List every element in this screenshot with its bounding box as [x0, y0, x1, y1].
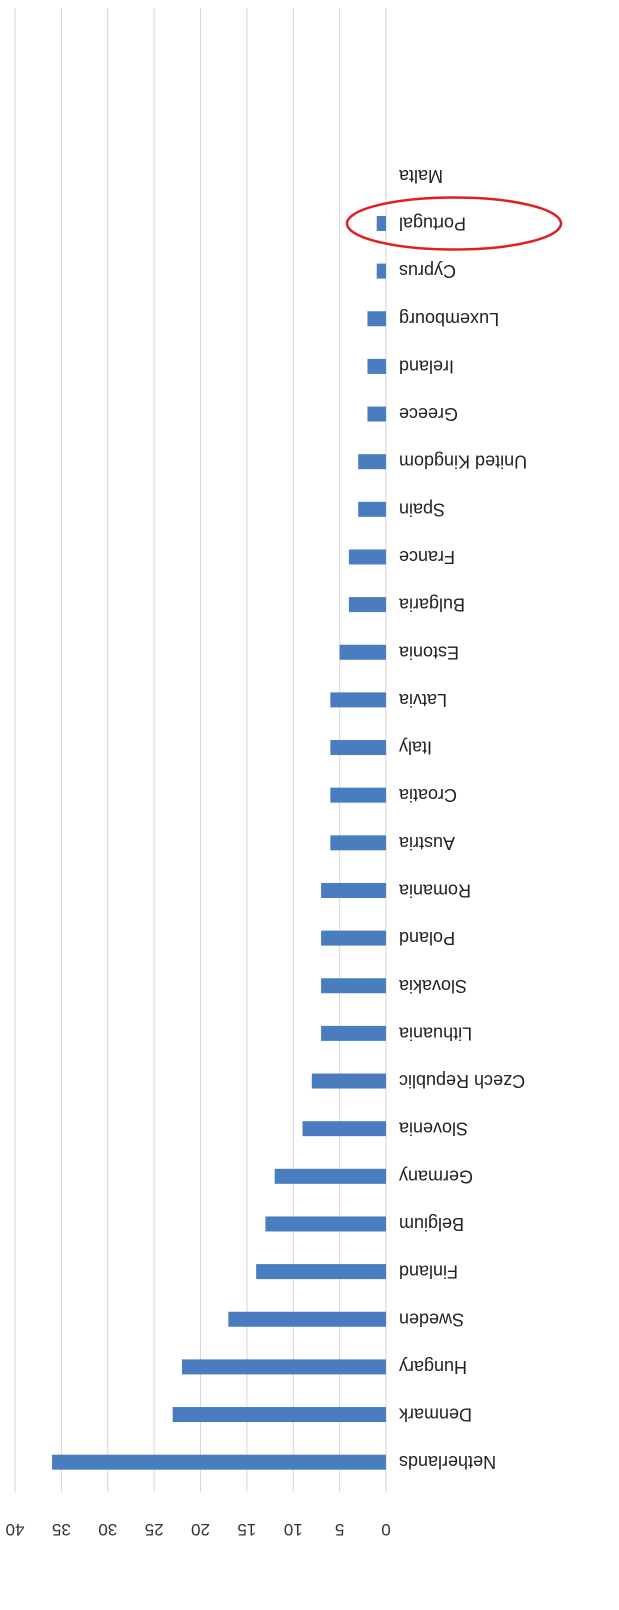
- category-label: Cyprus: [399, 261, 457, 282]
- bar-spain: [358, 502, 386, 517]
- x-tick-label: 10: [283, 1520, 303, 1539]
- category-label: Italy: [399, 737, 433, 758]
- bar-slovakia: [321, 978, 386, 993]
- category-label: Ireland: [399, 356, 455, 377]
- x-tick-label: 30: [98, 1520, 118, 1539]
- category-label: Belgium: [399, 1213, 465, 1234]
- bar-france: [349, 549, 386, 564]
- bar-czech-republic: [312, 1074, 386, 1089]
- category-labels: [398, 166, 527, 1472]
- bar-finland: [256, 1264, 386, 1279]
- category-label: Spain: [399, 499, 446, 520]
- bar-luxembourg: [367, 311, 386, 326]
- bar-italy: [330, 740, 386, 755]
- category-label: Hungary: [399, 1356, 468, 1377]
- category-label: Sweden: [399, 1309, 465, 1330]
- category-label: Portugal: [399, 213, 467, 234]
- category-label: Croatia: [399, 785, 458, 806]
- category-label: Slovakia: [399, 975, 468, 996]
- bar-hungary: [182, 1359, 386, 1374]
- x-tick-label: 25: [144, 1520, 164, 1539]
- x-tick-label: 40: [5, 1520, 25, 1539]
- x-tick-label: 5: [334, 1520, 345, 1539]
- bar-lithuania: [321, 1026, 386, 1041]
- category-label: Bulgaria: [399, 594, 466, 615]
- category-label: Lithuania: [399, 1023, 473, 1044]
- category-label: Greece: [399, 404, 459, 425]
- bar-belgium: [265, 1216, 386, 1231]
- bar-ireland: [367, 359, 386, 374]
- bar-cyprus: [377, 264, 386, 279]
- bar-romania: [321, 883, 386, 898]
- category-label: Latvia: [399, 689, 448, 710]
- bar-united-kingdom: [358, 454, 386, 469]
- bars: [52, 216, 386, 1470]
- bar-netherlands: [52, 1455, 386, 1470]
- bar-slovenia: [303, 1121, 386, 1136]
- x-tick-label: 0: [381, 1520, 391, 1539]
- bar-latvia: [330, 692, 386, 707]
- category-label: United Kingdom: [399, 451, 528, 472]
- bar-greece: [367, 407, 386, 422]
- category-label: Germany: [399, 1166, 474, 1187]
- bar-germany: [275, 1169, 386, 1184]
- bar-austria: [330, 835, 386, 850]
- x-axis-ticks: [6, 1520, 391, 1539]
- x-tick-label: 35: [51, 1520, 71, 1539]
- category-label: Estonia: [399, 642, 460, 663]
- x-tick-label: 15: [237, 1520, 257, 1539]
- category-label: Malta: [399, 165, 444, 186]
- bar-bulgaria: [349, 597, 386, 612]
- bar-croatia: [330, 788, 386, 803]
- category-label: Netherlands: [399, 1452, 497, 1473]
- x-tick-label: 20: [191, 1520, 210, 1539]
- category-label: Austria: [399, 832, 456, 853]
- category-label: Luxembourg: [399, 308, 500, 329]
- bar-portugal: [377, 216, 386, 231]
- category-label: Romania: [399, 880, 472, 901]
- category-label: Denmark: [399, 1404, 473, 1425]
- bar-estonia: [340, 645, 386, 660]
- category-label: Czech Republic: [399, 1071, 526, 1092]
- bar-denmark: [173, 1407, 386, 1422]
- category-label: Slovenia: [399, 1118, 469, 1139]
- bar-sweden: [228, 1312, 386, 1327]
- category-label: France: [399, 546, 456, 567]
- bar-poland: [321, 931, 386, 946]
- category-label: Finland: [399, 1261, 459, 1282]
- category-label: Poland: [399, 928, 456, 949]
